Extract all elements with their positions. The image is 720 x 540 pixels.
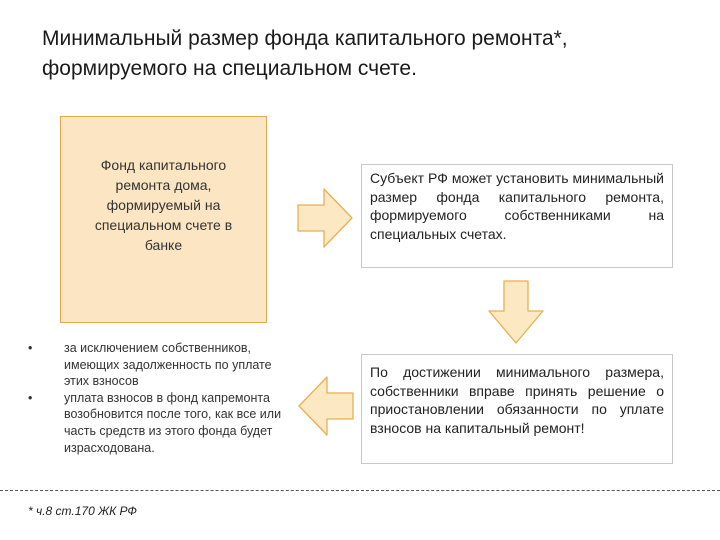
conditions-list bbox=[28, 340, 286, 456]
bullet: • bbox=[28, 390, 33, 405]
left-arrow-icon bbox=[298, 376, 354, 436]
fund-box bbox=[60, 116, 267, 323]
list-item bbox=[28, 340, 286, 390]
condition-text: уплата взносов в фонд капремонта возобновится после того, как все или часть средств из этого фонда будет израсходована. bbox=[64, 390, 282, 455]
minimum-reached-text: По достижении минимального размера, собственники вправе принять решение о приостановлении обязанности по уплате взносов на капитальный ремонт! bbox=[370, 364, 664, 436]
subject-rf-text: Субъект РФ может установить минимальный размер фонда капитального ремонта, формируемого собственниками на специальных счетах. bbox=[370, 170, 664, 242]
subject-rf-box bbox=[361, 164, 673, 268]
condition-text: за исключением собственников, имеющих задолженность по уплате этих взносов bbox=[64, 341, 272, 389]
title-line-1: Минимальный размер фонда капитального ремонта*, bbox=[42, 27, 568, 50]
footnote-divider bbox=[0, 490, 720, 491]
title-line-2: формируемого на специальном счете. bbox=[42, 57, 417, 80]
down-arrow-icon bbox=[488, 280, 544, 344]
right-arrow-icon bbox=[297, 188, 353, 248]
minimum-reached-box bbox=[361, 354, 673, 464]
bullet: • bbox=[28, 341, 33, 355]
fund-box-text: Фонд капитального ремонта дома, формируемый на специальном счете в банке bbox=[94, 156, 233, 253]
list-item bbox=[28, 390, 286, 456]
slide-title bbox=[42, 24, 682, 84]
footnote: * ч.8 ст.170 ЖК РФ bbox=[28, 504, 137, 518]
